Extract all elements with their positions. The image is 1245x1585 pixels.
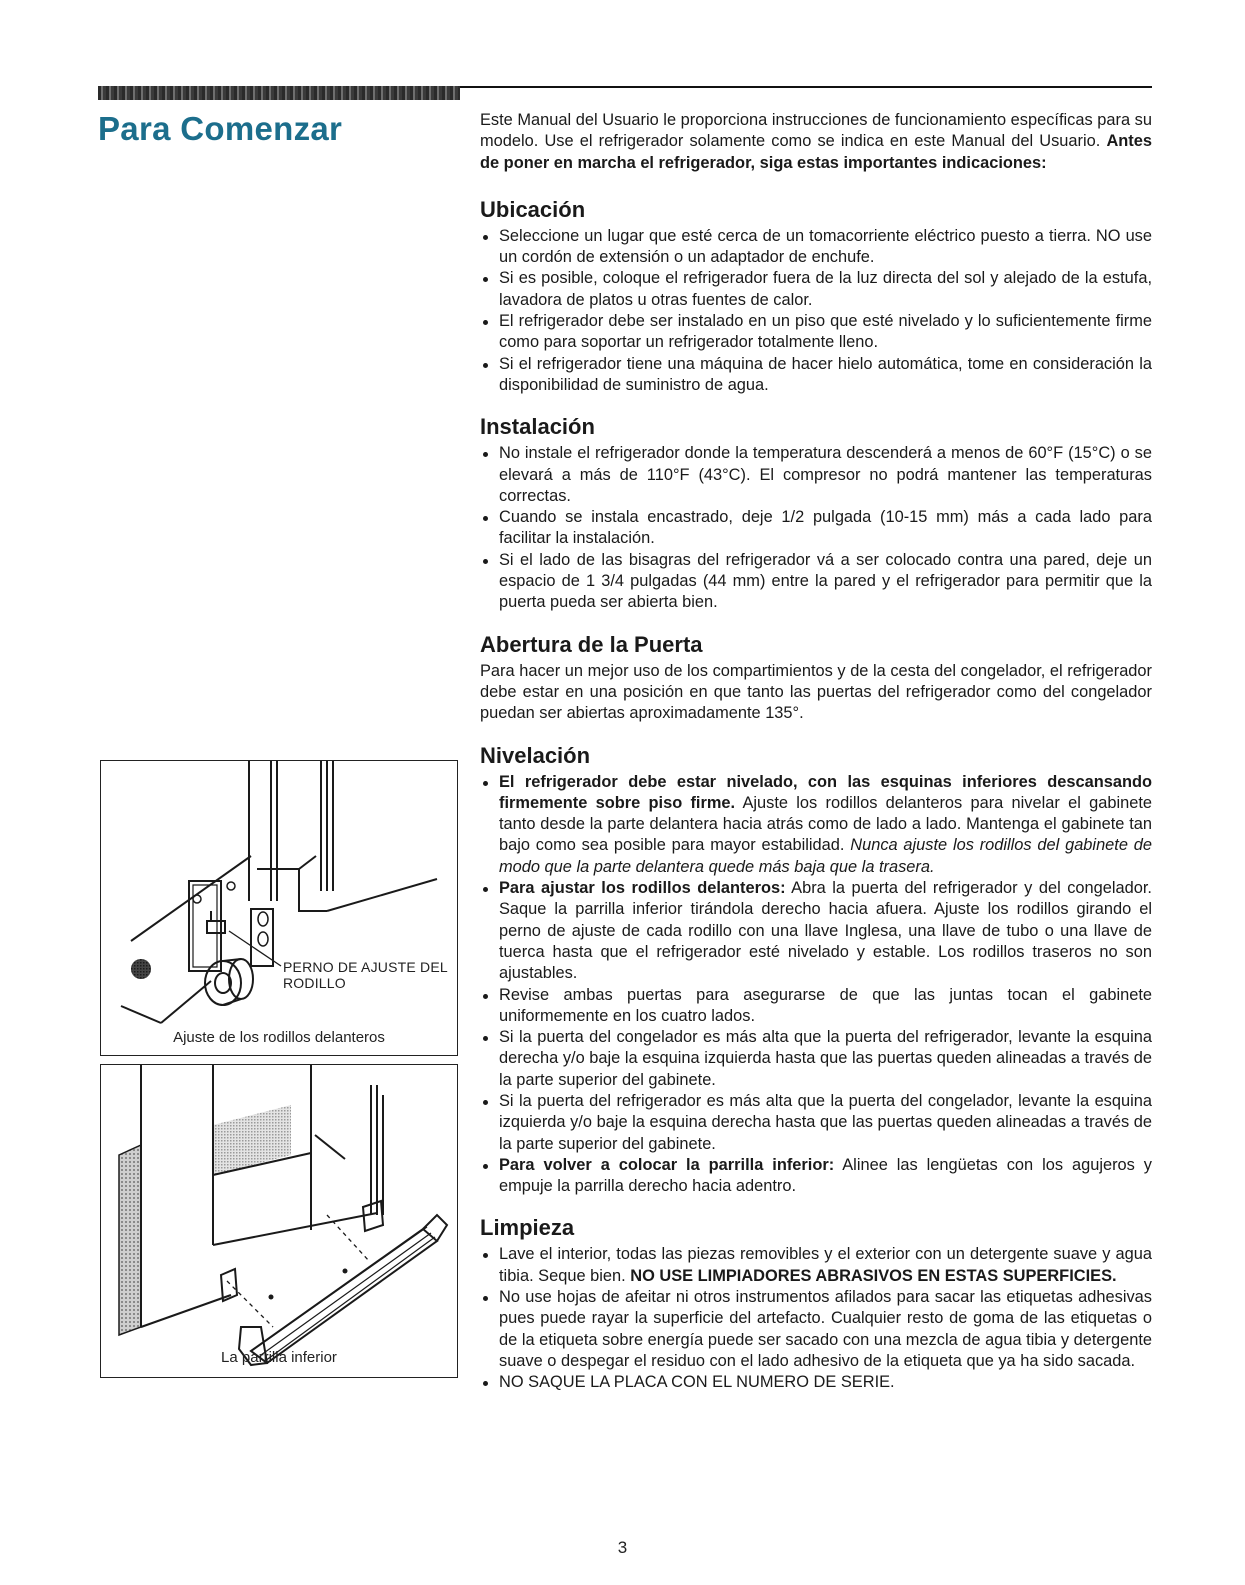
nivelacion-item2-text: Abra la puerta del refrigerador y del congelador. Saque la parrilla inferior tirándola derecho hacia afuera. Ajuste los rodillos girando el perno de ajuste de cada rodillo con una llave Inglesa, una llave de tubo o una llave de tuerca hasta que el refrigerador esté nivelado y estable. Los rodillos traseros no son ajustables. — [499, 879, 1152, 983]
section-title: Para Comenzar — [98, 110, 343, 147]
section-nivelacion — [480, 742, 1152, 1198]
figure-lower-grille — [100, 1064, 458, 1378]
nivelacion-item6-text: Alinee las lengüetas con los agujeros y empuje la parrilla derecho hacia adentro. — [499, 1155, 1152, 1196]
main-content — [480, 110, 1152, 1394]
list-nivelacion — [480, 772, 1152, 1198]
nivelacion-item1-italic: Nunca ajuste los rodillos del gabinete de modo que la parte delantera quede más baja que la trasera. — [499, 836, 1152, 876]
list-item — [480, 1244, 1152, 1287]
section-limpieza — [480, 1214, 1152, 1393]
heading-abertura: Abertura de la Puerta — [480, 631, 703, 657]
limpieza-item1-bold: NO USE LIMPIADORES ABRASIVOS EN ESTAS SUPERFICIES. — [630, 1266, 1117, 1285]
list-instalacion — [480, 443, 1152, 613]
intro-text: Este Manual del Usuario le proporciona instrucciones de funcionamiento específicas para su modelo. Use el refrigerador solamente como se indica en este Manual del Usuario. — [480, 111, 1152, 151]
list-item: Cuando se instala encastrado, deje 1/2 pulgada (10-15 mm) más a cada lado para facilitar la instalación. — [480, 507, 1152, 550]
list-limpieza — [480, 1244, 1152, 1393]
list-item: No instale el refrigerador donde la temperatura descenderá a menos de 60°F (15°C) o se elevará a más de 110°F (43°C). El compresor no podrá mantener las temperaturas correctas. — [480, 443, 1152, 507]
limpieza-item1-text: Lave el interior, todas las piezas removibles y el exterior con un detergente suave y agua tibia. Seque bien. — [499, 1245, 1152, 1285]
caption-grille-figure: La parrilla inferior — [221, 1349, 337, 1366]
header-rule-thin — [460, 86, 1152, 88]
list-ubicacion — [480, 226, 1152, 396]
section-instalacion — [480, 413, 1152, 613]
list-item: Si la puerta del refrigerador es más alta que la puerta del congelador, levante la esquina izquierda y/o baje la esquina derecha hasta que las puertas queden alineadas a través de la parte superior del gabinete. — [480, 1091, 1152, 1155]
abertura-paragraph: Para hacer un mejor uso de los compartimientos y de la cesta del congelador, el refrigerador debe estar en una posición en que tanto las puertas del refrigerador como del congelador puedan ser abiertas aproximadamente 135°. — [480, 661, 1152, 723]
intro-paragraph — [480, 110, 1152, 174]
list-item — [480, 878, 1152, 984]
nivelacion-item1-text: Ajuste los rodillos delanteros para nivelar el gabinete tanto desde la parte delantera hacia atrás como de lado a lado. Mantenga el gabinete tan bajo como sea posible para mayor estabilidad. — [499, 793, 1152, 855]
heading-ubicacion: Ubicación — [480, 196, 586, 222]
list-item: Si el refrigerador tiene una máquina de hacer hielo automática, tome en consideración la disponibilidad de suministro de agua. — [480, 354, 1152, 397]
list-item: NO SAQUE LA PLACA CON EL NUMERO DE SERIE. — [480, 1372, 1152, 1393]
label-bolt-line1: PERNO DE AJUSTE DEL — [283, 959, 448, 975]
grille-illustration — [101, 1065, 457, 1377]
heading-limpieza: Limpieza — [480, 1215, 575, 1241]
nivelacion-item2-bold: Para ajustar los rodillos delanteros: — [499, 879, 786, 898]
nivelacion-item6-bold: Para volver a colocar la parrilla inferior: — [499, 1155, 835, 1174]
list-item — [480, 1155, 1152, 1198]
list-item: El refrigerador debe ser instalado en un piso que esté nivelado y lo suficientemente firme como para soportar un refrigerador totalmente lleno. — [480, 311, 1152, 354]
list-item: Si es posible, coloque el refrigerador fuera de la luz directa del sol y alejado de la estufa, lavadora de platos u otras fuentes de calor. — [480, 268, 1152, 311]
page-number: 3 — [617, 1538, 628, 1557]
figure-roller-adjustment — [100, 760, 458, 1056]
list-item: Revise ambas puertas para asegurarse de que las juntas tocan el gabinete uniformemente en los cuatro lados. — [480, 985, 1152, 1028]
nivelacion-item1-bold: El refrigerador debe estar nivelado, con las esquinas inferiores descansando firmemente sobre piso firme. — [499, 772, 1152, 812]
header-rule-dark — [98, 86, 460, 100]
roller-illustration — [101, 761, 457, 1055]
list-item: Si la puerta del congelador es más alta que la puerta del refrigerador, levante la esquina derecha y/o baje la esquina izquierda hasta que las puertas queden alineadas a través de la parte superior del gabinete. — [480, 1027, 1152, 1091]
list-item: No use hojas de afeitar ni otros instrumentos afilados para sacar las etiquetas adhesivas pues puede rayar la superficie del artefacto. Cualquier resto de goma de las etiquetas o de la etiqueta sobre energía puede ser sacado con una mezcla de agua tibia y detergente suave o despegar el residuo con el lado adhesivo de la etiqueta que ya ha sido sacada. — [480, 1287, 1152, 1372]
heading-instalacion: Instalación — [480, 414, 595, 440]
section-abertura — [480, 631, 1152, 725]
label-bolt-line2: RODILLO — [283, 975, 346, 991]
section-ubicacion — [480, 196, 1152, 396]
list-item — [480, 772, 1152, 878]
list-item: Seleccione un lugar que esté cerca de un tomacorriente eléctrico puesto a tierra. NO use un cordón de extensión o un adaptador de enchufe. — [480, 226, 1152, 269]
caption-roller-figure: Ajuste de los rodillos delanteros — [173, 1029, 385, 1046]
list-item: Si el lado de las bisagras del refrigerador vá a ser colocado contra una pared, deje un espacio de 1 3/4 pulgadas (44 mm) entre la pared y el refrigerador para permitir que la puerta pueda ser abierta bien. — [480, 550, 1152, 614]
heading-nivelacion: Nivelación — [480, 742, 591, 768]
intro-bold: Antes de poner en marcha el refrigerador, siga estas importantes indicaciones: — [480, 132, 1152, 172]
